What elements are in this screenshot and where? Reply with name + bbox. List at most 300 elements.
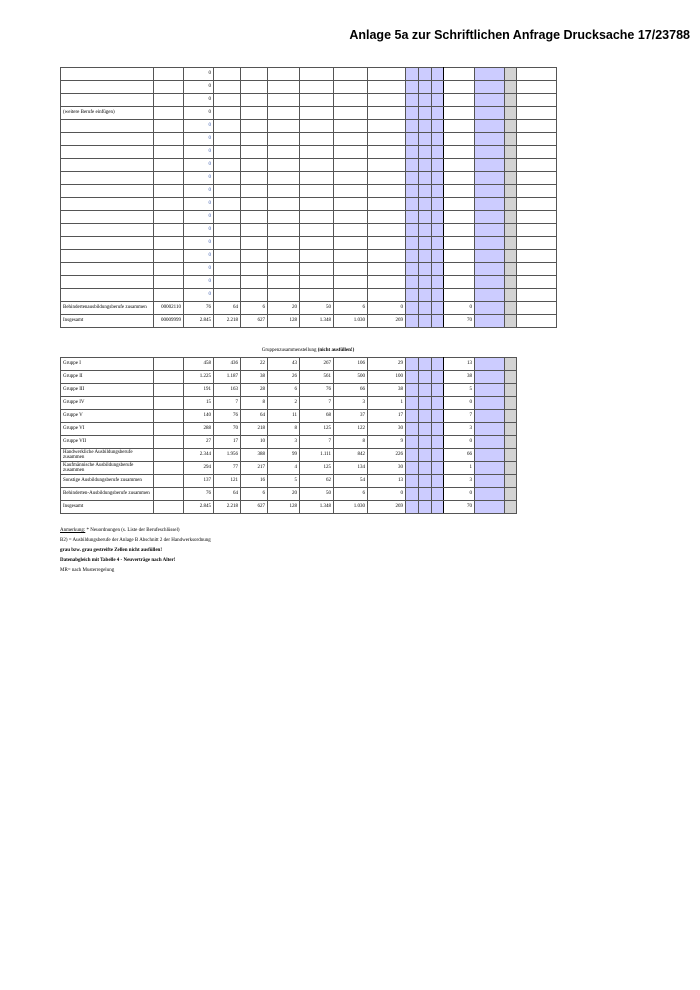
value-cell: 122 [334, 423, 368, 436]
notes [60, 526, 211, 576]
value-cell: 7 [214, 397, 241, 410]
grey-cell [505, 237, 517, 250]
purple-cell [419, 276, 432, 289]
empty-cell [517, 289, 557, 302]
value-cell: 17 [368, 410, 406, 423]
note-anmerkung: Anmerkung: * Neuordnungen (s. Liste der Berufeschlüssel) [60, 528, 180, 533]
table-row [61, 81, 557, 94]
value-cell [241, 107, 268, 120]
value-cell [268, 81, 300, 94]
row-label [61, 185, 154, 198]
value-cell [444, 107, 475, 120]
purple-cell [406, 185, 419, 198]
purple-cell [475, 302, 505, 315]
value-cell [241, 68, 268, 81]
value-cell [214, 211, 241, 224]
value-cell: 76 [184, 302, 214, 315]
value-cell: 54 [334, 475, 368, 488]
row-label [61, 263, 154, 276]
purple-cell [432, 397, 444, 410]
value-cell [368, 107, 406, 120]
value-cell [368, 289, 406, 302]
value-cell [334, 172, 368, 185]
value-cell: 217 [241, 462, 268, 475]
purple-cell [419, 410, 432, 423]
purple-cell [406, 501, 419, 514]
purple-cell [432, 237, 444, 250]
empty-cell [517, 250, 557, 263]
value-cell [214, 172, 241, 185]
value-cell [300, 120, 334, 133]
value-cell: 121 [214, 475, 241, 488]
purple-cell [419, 302, 432, 315]
purple-cell [432, 501, 444, 514]
value-cell [444, 172, 475, 185]
value-cell [214, 237, 241, 250]
value-cell [368, 94, 406, 107]
value-cell [368, 120, 406, 133]
value-cell: 1.956 [214, 449, 241, 462]
value-cell [300, 81, 334, 94]
grey-cell [505, 423, 517, 436]
row-code: 00002110 [154, 302, 184, 315]
value-cell: 8 [268, 423, 300, 436]
purple-cell [419, 237, 432, 250]
purple-cell [475, 423, 505, 436]
value-cell [214, 107, 241, 120]
row-code [154, 159, 184, 172]
table-row [61, 397, 517, 410]
grey-cell [505, 146, 517, 159]
value-cell: 9 [368, 436, 406, 449]
empty-cell [154, 462, 184, 475]
empty-cell [517, 276, 557, 289]
grey-cell [505, 449, 517, 462]
purple-cell [406, 315, 419, 328]
value-cell: 30 [368, 423, 406, 436]
purple-cell [475, 501, 505, 514]
value-cell [241, 159, 268, 172]
value-cell: 0 [184, 224, 214, 237]
value-cell [241, 263, 268, 276]
value-cell [368, 81, 406, 94]
value-cell: 6 [241, 488, 268, 501]
value-cell: 388 [241, 449, 268, 462]
table-row [61, 224, 557, 237]
value-cell: 1 [444, 462, 475, 475]
purple-cell [406, 263, 419, 276]
value-cell: 76 [300, 384, 334, 397]
value-cell [444, 211, 475, 224]
value-cell: 38 [368, 384, 406, 397]
row-code [154, 224, 184, 237]
value-cell [334, 237, 368, 250]
purple-cell [432, 410, 444, 423]
purple-cell [432, 358, 444, 371]
table-row [61, 289, 557, 302]
purple-cell [475, 198, 505, 211]
value-cell [268, 68, 300, 81]
row-label [61, 198, 154, 211]
purple-cell [475, 263, 505, 276]
value-cell: 1 [368, 397, 406, 410]
grey-cell [505, 120, 517, 133]
group-label: Behinderten-Ausbildungsberufe zusammen [61, 488, 154, 501]
value-cell: 2.218 [214, 315, 241, 328]
grey-cell [505, 501, 517, 514]
purple-cell [419, 172, 432, 185]
purple-cell [432, 488, 444, 501]
value-cell [444, 289, 475, 302]
purple-cell [419, 68, 432, 81]
row-label: Behindertenausbildungsberufe zusammen [61, 302, 154, 315]
row-label [61, 68, 154, 81]
purple-cell [419, 436, 432, 449]
purple-cell [432, 302, 444, 315]
value-cell: 128 [268, 501, 300, 514]
value-cell: 0 [184, 198, 214, 211]
purple-cell [432, 146, 444, 159]
value-cell: 1.225 [184, 371, 214, 384]
value-cell: 29 [368, 358, 406, 371]
row-label [61, 133, 154, 146]
value-cell: 561 [300, 371, 334, 384]
row-code: 00009999 [154, 315, 184, 328]
value-cell [214, 68, 241, 81]
purple-cell [419, 371, 432, 384]
value-cell: 128 [268, 315, 300, 328]
value-cell [444, 198, 475, 211]
purple-cell [419, 315, 432, 328]
value-cell [241, 289, 268, 302]
purple-cell [432, 68, 444, 81]
value-cell [214, 81, 241, 94]
value-cell: 294 [184, 462, 214, 475]
value-cell: 22 [241, 358, 268, 371]
table-row [61, 250, 557, 263]
value-cell: 50 [300, 488, 334, 501]
empty-cell [517, 263, 557, 276]
value-cell: 1.030 [334, 501, 368, 514]
value-cell: 6 [241, 302, 268, 315]
empty-cell [517, 185, 557, 198]
value-cell [368, 133, 406, 146]
table-berufe [60, 67, 557, 328]
purple-cell [406, 237, 419, 250]
table-row [61, 185, 557, 198]
purple-cell [419, 250, 432, 263]
value-cell: 1.348 [300, 501, 334, 514]
grey-cell [505, 185, 517, 198]
grey-cell [505, 159, 517, 172]
value-cell: 38 [444, 371, 475, 384]
empty-cell [154, 436, 184, 449]
value-cell [214, 263, 241, 276]
value-cell [300, 133, 334, 146]
value-cell: 20 [268, 302, 300, 315]
value-cell [300, 276, 334, 289]
row-code [154, 263, 184, 276]
empty-cell [517, 315, 557, 328]
value-cell: 5 [444, 384, 475, 397]
purple-cell [406, 107, 419, 120]
table-row [61, 172, 557, 185]
value-cell [268, 133, 300, 146]
row-code [154, 276, 184, 289]
value-cell: 4 [268, 462, 300, 475]
purple-cell [475, 81, 505, 94]
purple-cell [432, 289, 444, 302]
value-cell [241, 276, 268, 289]
value-cell [241, 198, 268, 211]
empty-cell [517, 302, 557, 315]
grey-cell [505, 94, 517, 107]
purple-cell [432, 250, 444, 263]
value-cell [300, 107, 334, 120]
group-summary-title: Gruppenzusammenstellung (nicht ausfüllen!) [261, 348, 355, 353]
value-cell [241, 94, 268, 107]
value-cell: 842 [334, 449, 368, 462]
empty-cell [517, 198, 557, 211]
value-cell: 76 [214, 410, 241, 423]
grey-cell [505, 276, 517, 289]
purple-cell [406, 146, 419, 159]
value-cell [268, 94, 300, 107]
value-cell [214, 146, 241, 159]
purple-cell [419, 211, 432, 224]
value-cell: 30 [368, 462, 406, 475]
value-cell: 99 [268, 449, 300, 462]
row-label [61, 224, 154, 237]
purple-cell [406, 358, 419, 371]
value-cell [444, 133, 475, 146]
value-cell [368, 198, 406, 211]
purple-cell [475, 211, 505, 224]
grey-cell [505, 133, 517, 146]
value-cell [300, 289, 334, 302]
empty-cell [154, 397, 184, 410]
value-cell [334, 224, 368, 237]
value-cell [334, 211, 368, 224]
group-label: Gruppe IV [61, 397, 154, 410]
purple-cell [475, 436, 505, 449]
purple-cell [475, 107, 505, 120]
table-row [61, 107, 557, 120]
value-cell: 0 [184, 237, 214, 250]
group-label: Gruppe III [61, 384, 154, 397]
table-row [61, 488, 517, 501]
value-cell: 0 [368, 488, 406, 501]
row-label [61, 120, 154, 133]
value-cell [268, 159, 300, 172]
table-row [61, 198, 557, 211]
purple-cell [419, 501, 432, 514]
value-cell [334, 94, 368, 107]
value-cell [241, 237, 268, 250]
group-label: Gruppe VI [61, 423, 154, 436]
value-cell [444, 94, 475, 107]
grey-cell [505, 384, 517, 397]
grey-cell [505, 289, 517, 302]
row-label [61, 94, 154, 107]
value-cell [300, 250, 334, 263]
grey-cell [505, 371, 517, 384]
grey-cell [505, 410, 517, 423]
purple-cell [419, 120, 432, 133]
value-cell: 1.030 [334, 315, 368, 328]
value-cell [241, 172, 268, 185]
value-cell: 0 [184, 172, 214, 185]
value-cell: 64 [214, 302, 241, 315]
value-cell [268, 289, 300, 302]
value-cell [444, 250, 475, 263]
value-cell [241, 146, 268, 159]
value-cell: 0 [444, 488, 475, 501]
value-cell [334, 68, 368, 81]
purple-cell [432, 263, 444, 276]
value-cell: 8 [334, 436, 368, 449]
value-cell: 0 [184, 146, 214, 159]
purple-cell [475, 146, 505, 159]
value-cell [444, 237, 475, 250]
value-cell [214, 224, 241, 237]
value-cell: 64 [214, 488, 241, 501]
grey-cell [505, 488, 517, 501]
purple-cell [406, 462, 419, 475]
value-cell: 0 [184, 263, 214, 276]
empty-cell [517, 81, 557, 94]
value-cell: 3 [444, 475, 475, 488]
empty-cell [517, 224, 557, 237]
value-cell: 0 [184, 81, 214, 94]
purple-cell [475, 120, 505, 133]
purple-cell [406, 94, 419, 107]
table-row [61, 146, 557, 159]
value-cell: 77 [214, 462, 241, 475]
group-label: Gruppe II [61, 371, 154, 384]
value-cell [241, 211, 268, 224]
purple-cell [475, 371, 505, 384]
value-cell: 13 [444, 358, 475, 371]
purple-cell [419, 263, 432, 276]
value-cell [368, 276, 406, 289]
value-cell: 0 [444, 302, 475, 315]
grey-cell [505, 107, 517, 120]
value-cell [214, 276, 241, 289]
purple-cell [475, 133, 505, 146]
purple-cell [406, 224, 419, 237]
grey-cell [505, 436, 517, 449]
value-cell [214, 94, 241, 107]
purple-cell [419, 81, 432, 94]
value-cell [300, 68, 334, 81]
purple-cell [432, 133, 444, 146]
purple-cell [406, 397, 419, 410]
value-cell [444, 146, 475, 159]
value-cell [241, 250, 268, 263]
grey-cell [505, 250, 517, 263]
value-cell [214, 185, 241, 198]
value-cell [268, 107, 300, 120]
table-row [61, 159, 557, 172]
table-row [61, 462, 517, 475]
purple-cell [475, 462, 505, 475]
note-b2: B2) = Ausbildungsberufe der Anlage B Abschnitt 2 der Handwerksordnung [60, 538, 211, 543]
empty-cell [154, 371, 184, 384]
purple-cell [432, 159, 444, 172]
value-cell: 137 [184, 475, 214, 488]
row-label [61, 81, 154, 94]
table-row [61, 501, 517, 514]
value-cell [268, 211, 300, 224]
value-cell [214, 250, 241, 263]
value-cell: 500 [334, 371, 368, 384]
purple-cell [475, 237, 505, 250]
purple-cell [432, 371, 444, 384]
purple-cell [406, 302, 419, 315]
value-cell [334, 133, 368, 146]
value-cell [214, 289, 241, 302]
purple-cell [406, 133, 419, 146]
value-cell: 627 [241, 501, 268, 514]
purple-cell [406, 449, 419, 462]
value-cell [241, 185, 268, 198]
row-code [154, 250, 184, 263]
value-cell: 0 [368, 302, 406, 315]
table-row [61, 94, 557, 107]
purple-cell [419, 449, 432, 462]
value-cell [268, 224, 300, 237]
value-cell: 0 [184, 94, 214, 107]
table-row [61, 315, 557, 328]
value-cell: 7 [300, 436, 334, 449]
value-cell [300, 185, 334, 198]
table-row [61, 211, 557, 224]
table-row [61, 449, 517, 462]
value-cell: 3 [334, 397, 368, 410]
value-cell: 28 [241, 384, 268, 397]
value-cell: 11 [268, 410, 300, 423]
purple-cell [406, 475, 419, 488]
grey-cell [505, 172, 517, 185]
empty-cell [154, 501, 184, 514]
row-label [61, 289, 154, 302]
value-cell: 70 [214, 423, 241, 436]
purple-cell [406, 488, 419, 501]
row-code [154, 211, 184, 224]
value-cell: 125 [300, 462, 334, 475]
group-label: Gruppe I [61, 358, 154, 371]
table-row [61, 302, 557, 315]
purple-cell [475, 250, 505, 263]
purple-cell [419, 224, 432, 237]
value-cell: 218 [241, 423, 268, 436]
value-cell: 0 [184, 133, 214, 146]
value-cell: 26 [268, 371, 300, 384]
purple-cell [432, 120, 444, 133]
value-cell [444, 120, 475, 133]
purple-cell [419, 107, 432, 120]
value-cell [334, 81, 368, 94]
value-cell: 6 [334, 302, 368, 315]
purple-cell [475, 449, 505, 462]
group-label: Gruppe VII [61, 436, 154, 449]
value-cell [444, 185, 475, 198]
value-cell [368, 159, 406, 172]
row-code [154, 198, 184, 211]
purple-cell [406, 159, 419, 172]
value-cell: 0 [184, 276, 214, 289]
